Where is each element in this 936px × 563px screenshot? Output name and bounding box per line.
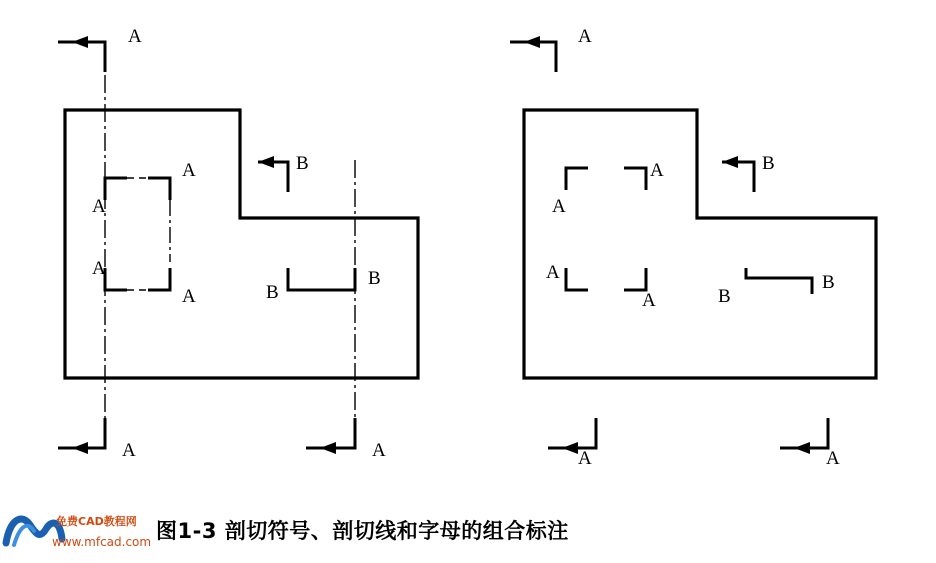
right-inner-a-label-upper-right: A (650, 160, 664, 181)
left-top-b-label: B (296, 153, 309, 174)
left-bottom-a-label: A (122, 440, 136, 461)
right-inner-a-corner-upper-left (566, 168, 588, 190)
left-bottom-b-arrowhead (320, 442, 336, 454)
right-part-outline (524, 110, 876, 378)
right-inner-a-corner-upper-right (624, 168, 646, 190)
right-bottom-b-arrowhead (794, 442, 810, 454)
right-inner-a-label-upper-left: A (552, 196, 566, 217)
left-inner-a-corner-lower-left (105, 268, 127, 290)
left-top-a-label: A (128, 26, 142, 47)
right-inner-b-connector (746, 268, 812, 294)
watermark-line2: www.mfcad.com (52, 534, 152, 549)
left-inner-b-corner-left (288, 268, 310, 290)
watermark-logo-icon (0, 499, 150, 561)
left-bottom-b-arrow-corner (320, 418, 355, 448)
right-top-a-label: A (578, 26, 592, 47)
watermark (0, 499, 150, 561)
left-inner-a-label-lower-right: A (182, 286, 196, 307)
left-view-group (58, 26, 418, 461)
right-inner-a-label-lower-right: A (642, 290, 656, 311)
left-inner-a-label-lower-left: A (92, 258, 106, 279)
left-inner-a-corner-upper-left (105, 178, 127, 200)
right-top-b-label: B (762, 153, 775, 174)
left-bottom-a-arrow-corner (72, 418, 105, 448)
left-inner-b-label-right: B (368, 268, 381, 289)
left-inner-a-corner-lower-right (148, 268, 170, 290)
left-inner-a-label-upper-left: A (92, 196, 106, 217)
left-inner-a-corner-upper-right (148, 178, 170, 200)
right-inner-b-label-right: B (822, 272, 835, 293)
left-inner-b-label-left: B (266, 282, 279, 303)
watermark-line1: 免费CAD教程网 (56, 514, 137, 528)
left-inner-b-corner-right (333, 268, 355, 290)
right-bottom-a-arrowhead (562, 442, 578, 454)
left-top-b-arrowhead (258, 156, 274, 168)
right-inner-a-label-lower-left: A (546, 262, 560, 283)
right-inner-b-label-left: B (718, 286, 731, 307)
left-top-a-arrowhead (72, 36, 88, 48)
right-view-group (510, 26, 876, 469)
right-bottom-b-arrow-corner (794, 418, 828, 448)
right-top-b-arrowhead (722, 156, 738, 168)
right-top-a-arrowhead (524, 36, 540, 48)
left-inner-a-label-upper-right: A (182, 160, 196, 181)
left-bottom-a-arrowhead (72, 442, 88, 454)
right-inner-a-corner-lower-right (624, 268, 646, 290)
right-inner-a-corner-lower-left (566, 268, 588, 290)
right-bottom-a-arrow-corner (562, 418, 596, 448)
right-bottom-a-label: A (578, 448, 592, 469)
left-bottom-b-label: A (372, 440, 386, 461)
caption-row (0, 496, 936, 563)
left-part-outline (65, 110, 418, 378)
figure-caption: 图1-3 剖切符号、剖切线和字母的组合标注 (156, 518, 569, 543)
left-top-a-arrow-corner (72, 42, 105, 72)
right-bottom-b-label: A (826, 448, 840, 469)
